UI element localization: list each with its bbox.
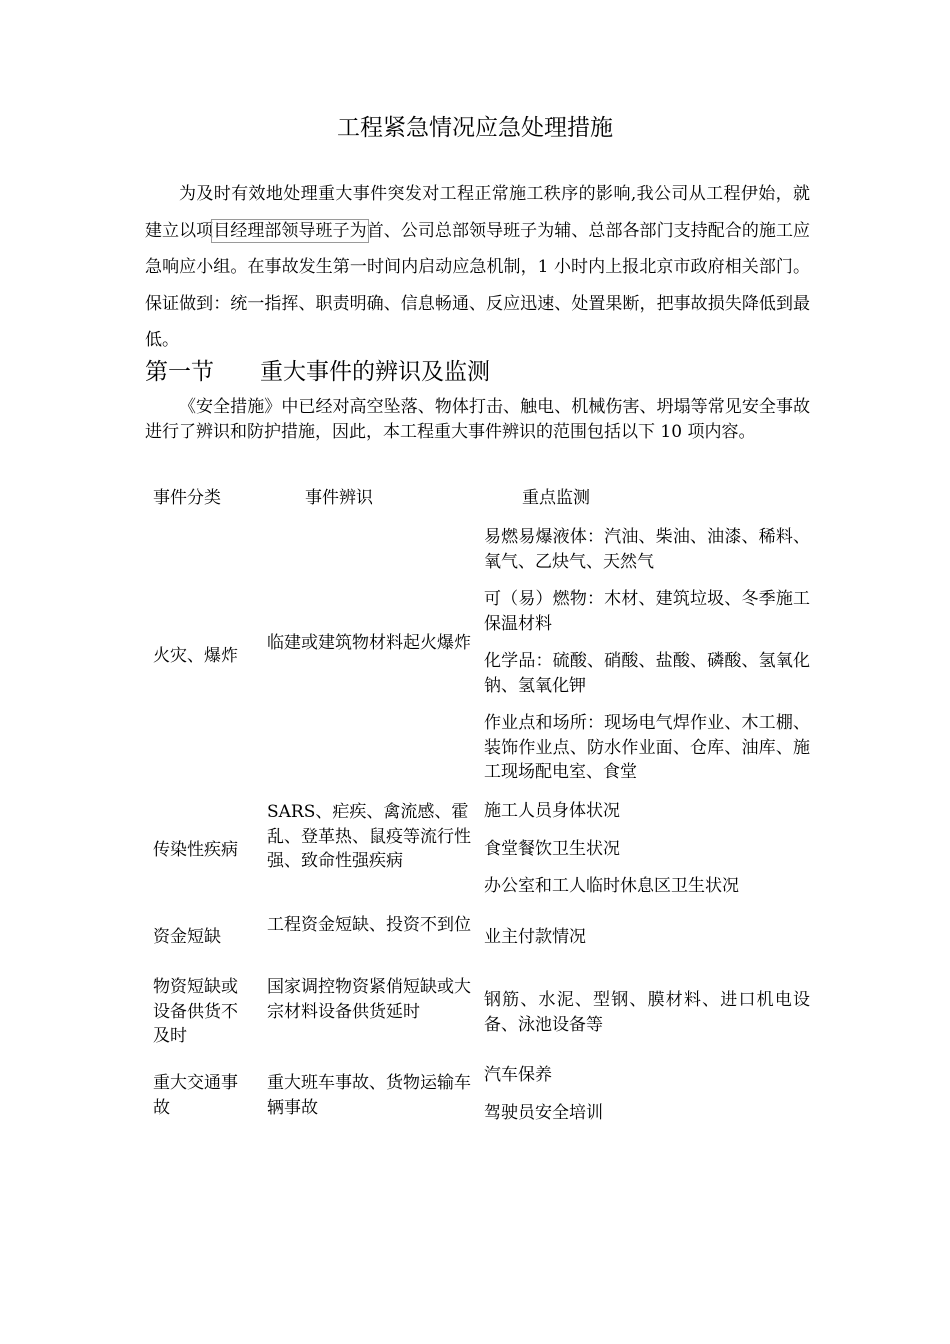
table-row-2-monitoring-2: 食堂餐饮卫生状况 xyxy=(484,839,620,859)
table-row-5-monitoring-1: 汽车保养 xyxy=(484,1065,552,1085)
highlighted-text: 目经理部领导班子为 xyxy=(213,220,367,241)
table-row-2-monitoring-1: 施工人员身体状况 xyxy=(484,801,620,821)
intro-text-before: 为及时有效地处理重大事件突发对工程正常施工秩序的影响,我公司从工程伊始，就建立以项 xyxy=(145,184,810,241)
table-row-5-monitoring-2: 驾驶员安全培训 xyxy=(484,1103,603,1123)
section-number: 第一节 xyxy=(145,359,214,385)
section-intro-paragraph: 《安全措施》中已经对高空坠落、物体打击、触电、机械伤害、坍塌等常见安全事故进行了辨识和防护措施，因此，本工程重大事件辨识的范围包括以下 10 项内容。 xyxy=(145,397,810,442)
table-row-3-category: 资金短缺 xyxy=(153,927,221,947)
table-row-1-monitoring-4: 作业点和场所：现场电气焊作业、木工棚、装饰作业点、防水作业面、仓库、油库、施工现场配电室、食堂 xyxy=(484,713,810,782)
table-row-3-monitoring-1: 业主付款情况 xyxy=(484,927,586,947)
table-header-identification: 事件辨识 xyxy=(305,488,373,508)
table-row-1-monitoring-1: 易燃易爆液体：汽油、柴油、油漆、稀料、氧气、乙炔气、天然气 xyxy=(484,527,810,572)
table-row-1-monitoring-2: 可（易）燃物：木材、建筑垃圾、冬季施工保温材料 xyxy=(484,589,810,634)
table-row-3-identification: 工程资金短缺、投资不到位 xyxy=(267,915,471,935)
section-heading xyxy=(145,355,490,389)
table-row-1-identification: 临建或建筑物材料起火爆炸 xyxy=(267,633,471,653)
intro-paragraph xyxy=(145,176,810,359)
table-row-4-monitoring-1: 钢筋、水泥、型钢、膜材料、进口机电设备、泳池设备等 xyxy=(484,990,810,1035)
table-row-5-category: 重大交通事故 xyxy=(153,1073,238,1118)
table-row-4-category: 物资短缺或设备供货不及时 xyxy=(153,977,238,1046)
table-row-4-identification: 国家调控物资紧俏短缺或大宗材料设备供货延时 xyxy=(267,977,471,1022)
table-row-2-category: 传染性疾病 xyxy=(153,840,238,860)
table-row-2-monitoring-3: 办公室和工人临时休息区卫生状况 xyxy=(484,876,739,896)
section-title: 重大事件的辨识及监测 xyxy=(260,359,490,385)
table-header-monitoring: 重点监测 xyxy=(522,488,590,508)
intro-text-after: 首、公司总部领导班子为辅、总部各部门支持配合的施工应急响应小组。在事故发生第一时间内启动应急机制，1 小时内上报北京市政府相关部门。保证做到：统一指挥、职责明确、信息畅通、反应迅速、处置果断，把事故损失降低到最低。 xyxy=(145,220,811,350)
table-row-1-category: 火灾、爆炸 xyxy=(153,646,238,666)
table-header-category: 事件分类 xyxy=(153,488,221,508)
table-row-5-identification: 重大班车事故、货物运输车辆事故 xyxy=(267,1073,471,1118)
table-row-1-monitoring-3: 化学品：硫酸、硝酸、盐酸、磷酸、氢氧化钠、氢氧化钾 xyxy=(484,651,810,696)
table-row-2-identification: SARS、疟疾、禽流感、霍乱、登革热、鼠疫等流行性强、致命性强疾病 xyxy=(267,802,471,871)
document-title: 工程紧急情况应急处理措施 xyxy=(337,115,613,141)
